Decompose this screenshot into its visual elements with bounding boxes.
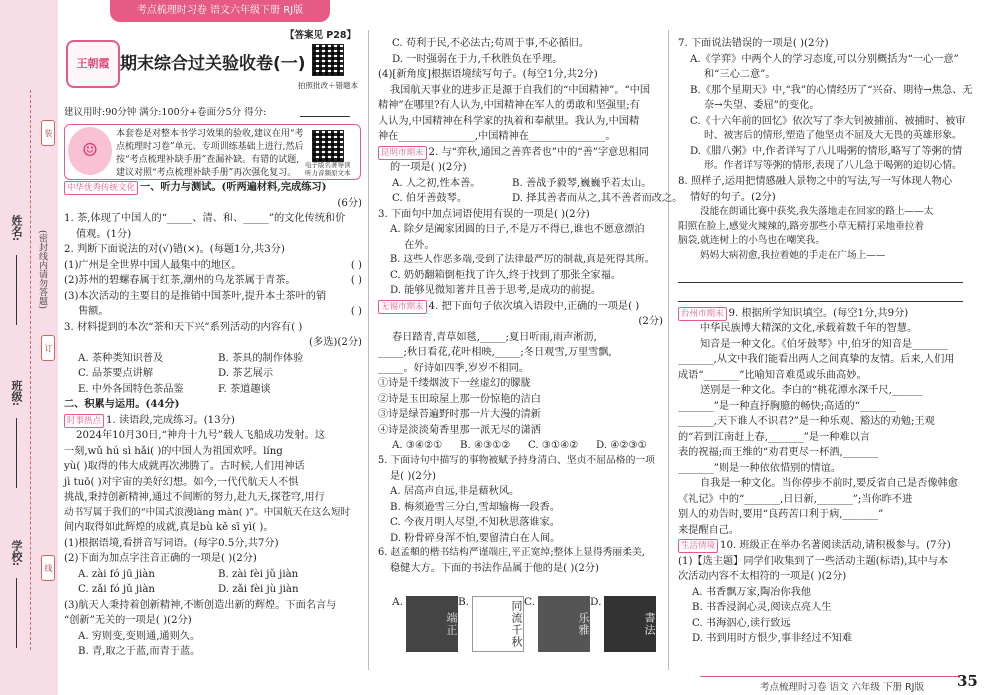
- seal-text: (密封线内请勿答题): [37, 230, 47, 310]
- q4-tag: 时事热点: [64, 414, 104, 428]
- footer: [700, 676, 960, 695]
- q6-option-a[interactable]: A. 除夕是阖家团圆的日子,不是万不得已,谁也不愿意漂泊: [390, 224, 645, 235]
- q13-sub-1: (1)【选主题】同学们收集到了一些活动主题(标语),其中与本: [678, 555, 949, 567]
- q5-option-a[interactable]: A. 人之初,性本善。: [392, 177, 481, 189]
- q3-option-d[interactable]: D. 茶艺展示: [218, 368, 274, 379]
- page-title: 期末综合过关验收卷(一): [120, 54, 306, 74]
- q6-option-b[interactable]: B. 这些人作恶多端,受到了法律最严厉的制裁,真是死得其所。: [390, 254, 655, 265]
- q7-sentence-3: ③诗是绿苔遍野时那一片大漫的清新: [378, 409, 541, 421]
- q4-2-option-a[interactable]: A. zài fó jū jiàn: [78, 568, 155, 580]
- passage-line-7: 间内取得如此辉煌的成就,真是bù kě sī yì( )。: [64, 522, 274, 534]
- q7-option-b[interactable]: B. ④③①②: [460, 440, 511, 452]
- q12-line-2[interactable]: 知音是一种文化。《伯牙鼓琴》中,伯牙的知音是_______: [700, 338, 948, 350]
- footer-text: 考点梳理时习卷 语文 六年级 下册 RJ版: [760, 682, 924, 693]
- q10-option-b2: 奈→失望、委屈”的变化。: [704, 100, 820, 111]
- q4-text: 1. 读语段,完成练习。(13分): [106, 414, 235, 426]
- q5-options-2: [378, 191, 683, 207]
- school-label: 学校:: [10, 540, 23, 567]
- column-divider-2: [668, 30, 669, 670]
- qr-code-2-icon[interactable]: [312, 130, 344, 162]
- q2-item-2: (2)苏州的碧螺春属于红茶,潮州的乌龙茶属于青茶。 ( ): [64, 273, 362, 289]
- q7-option-a[interactable]: A. ③④②①: [392, 440, 443, 452]
- passage2-line-3: 人认为,中国精神在科学家的执着和奉献里。我认为,中国精: [378, 115, 640, 127]
- score-blank[interactable]: [300, 116, 350, 117]
- q4-2-option-b[interactable]: B. zài fèi jǔ jiàn: [218, 568, 299, 580]
- class-blank[interactable]: [16, 418, 17, 488]
- class-label: 班级:: [10, 380, 23, 407]
- q12-line-6[interactable]: _______”是一种直抒胸臆的畅快;高适的“_______: [678, 400, 896, 412]
- q10-option-a[interactable]: A.《学弈》中两个人的学习态度,可以分别概括为“一心一意”: [690, 53, 959, 65]
- q13-tag: 生活情境: [678, 539, 718, 553]
- seal-line: [30, 90, 31, 650]
- q7-sentence-1: ①诗是千缕烟波下一丝虚幻的朦胧: [378, 378, 531, 390]
- q4-sub-2-options-1: [64, 567, 362, 583]
- passage-line-4: jì tuō( )对宇宙的美好幻想。如今,一代代航天人不惧: [64, 476, 299, 488]
- q7-options: [378, 438, 663, 454]
- q3-text-2: (多选)(2分): [309, 337, 362, 348]
- q3-options-row-3: [64, 382, 362, 398]
- q4-3-option-c[interactable]: C. 苟利于民,不必法古;苟周于事,不必循旧。: [392, 38, 590, 49]
- q11-text-2: 情好的句子。(2分): [690, 191, 776, 203]
- q4-3-option-d[interactable]: D. 一时强弱在于力,千秋胜负在乎理。: [392, 53, 563, 65]
- q12-text: 9. 根据所学知识填空。(每空1分,共9分): [728, 307, 909, 319]
- q12-tag: 台州市期末: [678, 307, 727, 321]
- q9-text: 6. 赵孟頫的楷书结构严谨端庄,平正宽绰;整体上显得秀丽柔美,: [378, 547, 645, 559]
- note-text: 本套卷是对整本书学习效果的验收,建议在用“考点梳理时习卷”单元、专项训练基础上进行,然后按“考点梳理补缺手册”查漏补缺。有错的试题,建议对照“考点梳理补缺手册”再次强化复习。: [116, 129, 304, 179]
- q9-label-a: A.: [392, 596, 404, 608]
- binding-badge-bot: 线: [41, 555, 55, 581]
- q2-text: 2. 判断下面说法的对(√)错(×)。(每题1分,共3分): [64, 244, 285, 255]
- q13-option-d[interactable]: D. 书到用时方恨少,事非经过不知难: [692, 633, 853, 645]
- section-2-title: 二、积累与运用。(44分): [64, 398, 180, 410]
- school-blank[interactable]: [16, 578, 17, 648]
- passage3-line-1: 春日踏青,青草如毯,_____;夏日听雨,雨声淅沥,: [392, 331, 597, 343]
- q12-line-13[interactable]: 别人的劝告时,要用“良药苦口利于病,_______”: [678, 509, 884, 521]
- q10-option-b[interactable]: B.《那个星期天》中,“我”的心情经历了“兴奋、期待→焦急、无: [690, 84, 973, 96]
- passage2-line-1: 我国航天事业的进步正是源于自我们的“中国精神”。“中国: [390, 84, 651, 96]
- q5-text: 2. 与“弈秋,通国之善弈者也”中的“善”字意思相同: [428, 146, 649, 158]
- name-blank[interactable]: [16, 255, 17, 325]
- passage-line-5: 挑战,秉持创新精神,通过不间断的努力,赴九天,探苍穹,用行: [64, 492, 325, 503]
- q9-text-2: 稳健大方。下面的书法作品属于他的是( )(2分): [390, 563, 599, 575]
- q10-option-d[interactable]: D.《腊八粥》中,作者详写了八儿喝粥的情形,略写了等粥的情: [690, 145, 963, 157]
- q1-text: 1. 茶,体现了中国人的“_____、清、和、_____”的文化传统和价: [64, 213, 346, 224]
- passage3-line-2: _____;秋日看花,花叶相映,_____;冬日观雪,万里雪飘,: [378, 347, 612, 359]
- section-1-title: 一、听力与测试。(听两遍材料,完成练习): [140, 181, 327, 193]
- passage3-line-3: _____。好诗如四季,岁岁不相同。: [378, 362, 529, 374]
- answer-ref: 【答案见 P28】: [285, 30, 356, 41]
- answer-line-2[interactable]: [678, 283, 963, 302]
- q2-item-1: (1)广州是全世界中国人最集中的地区。 ( ): [64, 258, 362, 274]
- q2-item-3: (3)本次活动的主要目的是推销中国茶叶,提升本土茶叶的销: [64, 290, 327, 302]
- passage-line-2: 一刻,wǔ hú sì hǎi( )的中国人为祖国欢呼。líng: [64, 445, 283, 457]
- q12-line-9[interactable]: 表的祝福;而王维的“劝君更尽一杯酒,_______: [678, 447, 879, 459]
- q8-option-a[interactable]: A. 居高声自远,非是藉秋风。: [390, 486, 520, 498]
- passage-line-6: 动书写属于我们的“中国式浪漫làng màn( )”。中国航天在这么短时: [64, 506, 351, 518]
- q3-option-e[interactable]: E. 中外各国特色茶品鉴: [78, 383, 184, 395]
- example-line-3: 脑袋,就连树上的小鸟也在嘲笑我。: [678, 235, 825, 247]
- q13-text: 10. 班级正在举办名著阅读活动,请积极参与。(7分): [720, 540, 951, 552]
- q3-option-f[interactable]: F. 茶道趣谈: [218, 383, 271, 395]
- q9-label-b: B.: [458, 596, 470, 608]
- q6-option-c[interactable]: C. 奶奶翻箱倒柜找了许久,终于找到了那张全家福。: [390, 269, 622, 281]
- q7-sentence-4: ④诗是淡淡菊香里那一派无尽的潇洒: [378, 424, 541, 436]
- q5-option-c[interactable]: C. 伯牙善鼓琴。: [392, 193, 468, 204]
- q12-line-3[interactable]: _______,从文中我们能看出两人之间真挚的友情。后来,人们用: [678, 354, 955, 366]
- q12-line-14: 来提醒自己。: [678, 524, 740, 536]
- brand-logo: 王朝霞: [66, 40, 120, 88]
- q2-answer-3[interactable]: ( ): [350, 306, 362, 317]
- q12-line-1: 中华民族博大精深的文化,承载着数千年的智慧。: [700, 323, 918, 335]
- example-line-4: 妈妈大病初愈,我拉着她的手走在广场上——: [700, 250, 886, 262]
- q4-sub-2: (2)下面为加点字注音正确的一项是( )(2分): [64, 553, 257, 565]
- qr2-caption: 电子版名著导读 听力音频原文本: [305, 161, 351, 177]
- q7-score: (2分): [638, 316, 663, 328]
- exam-meta: 建议用时:90分钟 满分:100分+卷面分5分 得分:: [64, 107, 267, 118]
- passage-line-3: yù( )取得的伟大成就再次沸腾了。古时候,人们用神话: [64, 461, 305, 472]
- q6-text: 3. 下面句中加点词语使用有误的一项是( )(2分): [378, 208, 590, 220]
- column-3: [678, 36, 973, 647]
- column-divider-1: [368, 30, 369, 670]
- q3-option-b[interactable]: B. 茶具的制作体验: [218, 352, 304, 364]
- q8-text: 5. 下面诗句中描写的事物被赋予持身清白、坚贞不屈品格的一项: [378, 454, 655, 466]
- q3-option-c[interactable]: C. 品茶要点讲解: [78, 368, 154, 379]
- q4-sub-3b: “创新”无关的一项是( )(2分): [64, 615, 192, 627]
- q2-answer-2[interactable]: ( ): [350, 275, 362, 286]
- q5-option-d[interactable]: D. 择其善者而从之,其不善者而改之。: [512, 193, 683, 204]
- q6-option-d[interactable]: D. 能够见微知著并且善于思考,是成功的前提。: [390, 285, 602, 297]
- q13-option-a[interactable]: A. 书香飘万家,陶冶你我他: [692, 586, 811, 598]
- section-1-score: (6分): [337, 197, 362, 209]
- column-1: [64, 180, 362, 660]
- q10-option-c2: 时、被害后的情形,塑造了他坚贞不屈及大无畏的英雄形象。: [704, 130, 962, 141]
- passage2-line-2: 精神”在哪里?有人认为,中国精神在军人的勇敢和坚强里;有: [378, 100, 640, 111]
- q3-option-a[interactable]: A. 茶种类知识普及: [78, 352, 164, 364]
- q12-line-4[interactable]: 成语“_______”比喻知音难觅或乐曲高妙。: [678, 369, 867, 381]
- column-2: [378, 36, 683, 577]
- q4-3-option-a[interactable]: A. 穷则变,变则通,通则久。: [78, 630, 201, 642]
- q10-option-a2: 和“三心二意”。: [704, 69, 776, 80]
- passage-line-1: 2024年10月30日,“神舟十九号”载人飞船成功发射。这: [76, 430, 325, 441]
- calligraphy-c: 乐雅: [538, 596, 590, 652]
- q8-option-d[interactable]: D. 粉骨碎身浑不怕,要留清白在人间。: [390, 532, 561, 544]
- answer-line-1[interactable]: [678, 264, 963, 283]
- calligraphy-b: 同流千秋: [472, 596, 524, 652]
- q8-text-2: 是( )(2分): [390, 470, 436, 482]
- q1-text-2: 值观。(1分): [76, 228, 132, 240]
- q12-line-8[interactable]: 的“若到江南赶上春,_______”是一种难以言: [678, 431, 870, 443]
- q5-tag: 昆明市期末: [378, 146, 427, 160]
- example-line-1: 没能在朗诵比赛中获奖,我失落地走在回家的路上——太: [700, 206, 934, 218]
- section-1-tag: 中华优秀传统文化: [64, 181, 138, 195]
- q5-text-2: 的一项是( )(2分): [390, 162, 467, 173]
- passage2-line-4[interactable]: 神在_______________,中国精神在_______________。: [378, 131, 616, 142]
- page-number: 35: [957, 672, 978, 690]
- q12-line-12[interactable]: 《礼记》中的“_______,日日新,_______”;当你昨不进: [678, 493, 913, 505]
- q4-sub-1: (1)根据语境,看拼音写词语。(每字0.5分,共7分): [64, 537, 279, 549]
- calligraphy-d: 書法: [604, 596, 656, 652]
- q2-answer-1[interactable]: ( ): [350, 259, 362, 271]
- q9-label-d: D.: [590, 596, 602, 608]
- q3-options-row-1: [64, 351, 362, 367]
- example-line-2: 阳照在脸上,感觉火辣辣的,路旁那些小草无精打采地垂拉着: [678, 220, 924, 232]
- title-box: [120, 49, 306, 83]
- q12-line-7[interactable]: _______,天下谁人不识君?”是一种乐观、豁达的劝勉;王观: [678, 416, 935, 428]
- binding-badge-mid: 订: [41, 335, 55, 361]
- q5-option-b[interactable]: B. 善战予毅琴,巍巍乎若太山。: [512, 177, 652, 189]
- q13-sub-1b: 次活动内容不太相符的一项是( )(2分): [678, 571, 847, 583]
- q11-text: 8. 照样子,运用把情感融人景物之中的写法,写一写体现人物心: [678, 176, 953, 188]
- q10-option-d2: 形。作者详写等粥的情形,表现了八儿急于喝粥的迫切心情。: [704, 160, 962, 172]
- q12-line-5[interactable]: 送别是一种文化。李白的“桃花潭水深千尺,______: [700, 385, 923, 397]
- binding-badge-top: 装: [41, 120, 55, 146]
- calligraphy-a: 端正: [406, 596, 458, 652]
- q3-options-row-2: [64, 366, 362, 382]
- q13-option-c[interactable]: C. 书海泅心,读行致远: [692, 617, 791, 629]
- q7-option-c[interactable]: C. ③①④②: [528, 440, 579, 452]
- q8-option-b[interactable]: B. 梅须逊雪三分白,雪却输梅一段香。: [390, 501, 561, 513]
- q3-text: 3. 材料提到的本次“茶和天下兴”系列活动的内容有( ): [64, 321, 303, 333]
- q12-line-10[interactable]: _______”则是一种依依惜别的情谊。: [678, 462, 842, 474]
- q4-3-option-b[interactable]: B. 青,取之于蓝,而青于蓝。: [78, 646, 201, 658]
- q10-text: 7. 下面说法错误的一项是( )(2分): [678, 38, 829, 49]
- q12-line-11: 自我是一种文化。当你停步不前时,要反省自己是否像韩愈: [700, 478, 958, 490]
- q4-sub-4: (4)[新角度]根据语境续写句子。(每空1分,共2分): [378, 69, 598, 80]
- q7-option-d[interactable]: D. ④②③①: [596, 440, 647, 452]
- q8-option-c[interactable]: C. 今夜月明人尽望,不知秋思落谁家。: [390, 517, 560, 529]
- mascot-icon: ☺: [68, 127, 112, 175]
- q13-option-b[interactable]: B. 书香浸润心灵,阅读点亮人生: [692, 602, 832, 614]
- top-banner: 考点梳理时习卷 语文六年级下册 RJ版: [110, 0, 330, 22]
- q6-option-a2: 在外。: [404, 239, 435, 251]
- q4-2-option-d[interactable]: D. zǎi fèi jù jiàn: [218, 584, 299, 596]
- q10-option-c[interactable]: C.《十六年前的回忆》依次写了李大钊被捕前、被捕时、被审: [690, 115, 966, 127]
- q7-text: 4. 把下面句子依次填入语段中,正确的一项是( ): [428, 300, 640, 312]
- q2-item-3b: 售额。 ( ): [64, 304, 362, 320]
- qr-code-icon[interactable]: [312, 44, 344, 76]
- q4-sub-2-options-2: [64, 582, 362, 598]
- q5-options-1: [378, 176, 663, 192]
- qr-caption: 拍照批改＋错题本: [298, 81, 358, 90]
- q9-label-c: C.: [524, 596, 536, 608]
- name-label: 姓名:: [10, 215, 23, 242]
- q7-tag: 无锡市期末: [378, 300, 427, 314]
- q4-sub-3: (3)航天人秉持着创新精神,不断创造出新的辉煌。下面名言与: [64, 599, 337, 611]
- q4-2-option-c[interactable]: C. zǎi fó jǔ jiàn: [78, 584, 155, 596]
- q7-sentence-2: ②诗是玉田琼屋上那一份惊艳的洁白: [378, 393, 541, 405]
